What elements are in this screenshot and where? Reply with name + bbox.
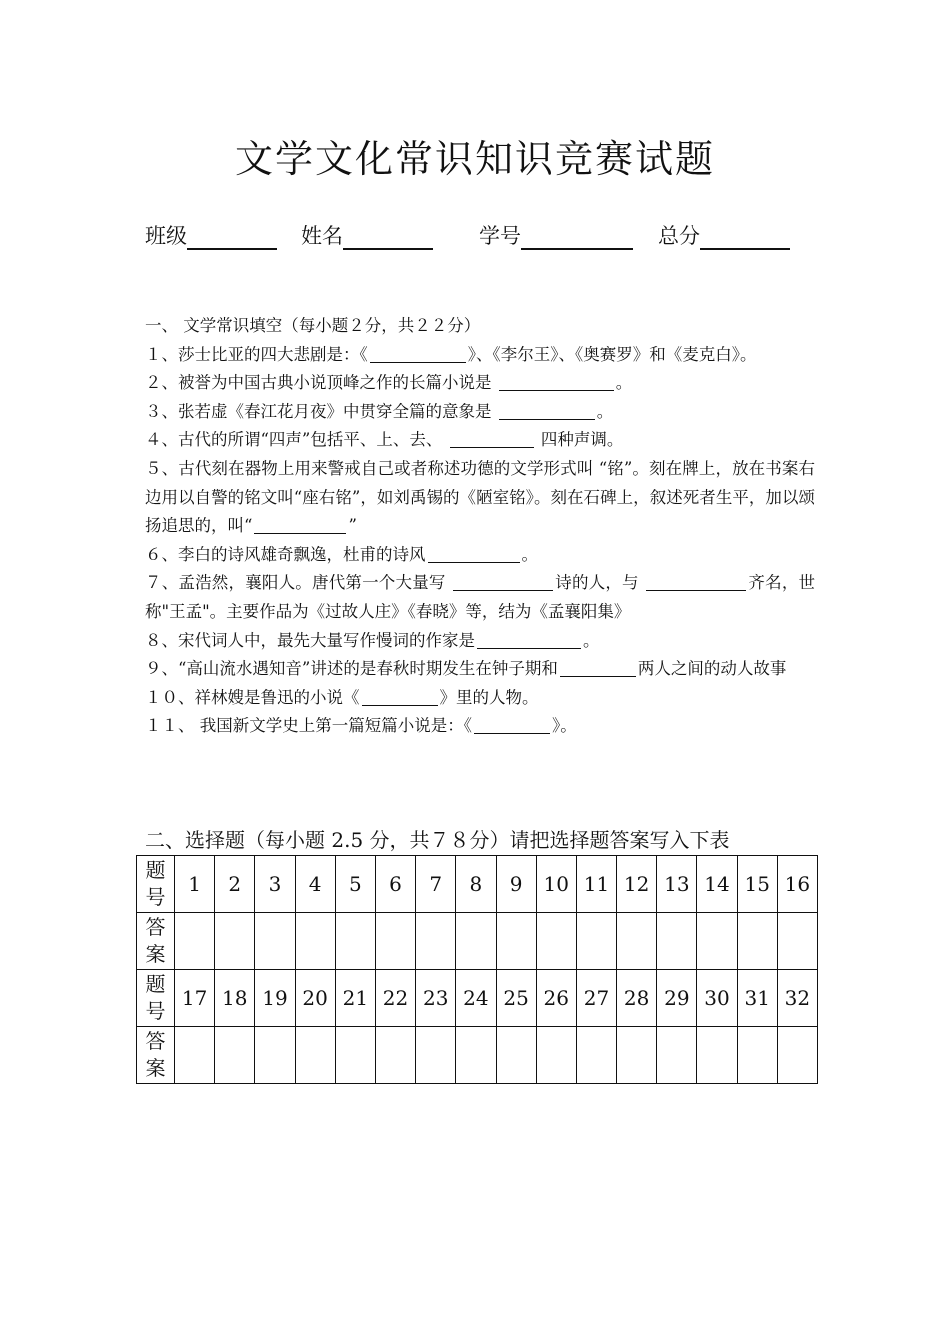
question-number-6: 6 bbox=[375, 856, 415, 913]
answer-cell-27[interactable] bbox=[576, 1027, 616, 1084]
question-number-18: 18 bbox=[215, 970, 255, 1027]
question-number-26: 26 bbox=[536, 970, 576, 1027]
question-6: ６、李白的诗风雄奇飘逸，杜甫的诗风 。 bbox=[145, 544, 538, 564]
answer-cell-14[interactable] bbox=[697, 913, 737, 970]
question-number-8: 8 bbox=[456, 856, 496, 913]
answer-cell-20[interactable] bbox=[295, 1027, 335, 1084]
name-blank[interactable] bbox=[343, 222, 433, 250]
question-number-24: 24 bbox=[456, 970, 496, 1027]
question-3: ３、张若虚《春江花月夜》中贯穿全篇的意象是 。 bbox=[145, 401, 614, 421]
answer-cell-7[interactable] bbox=[416, 913, 456, 970]
question-number-5: 5 bbox=[335, 856, 375, 913]
page-title: 文学文化常识知识竞赛试题 bbox=[234, 137, 715, 181]
answer-cell-26[interactable] bbox=[536, 1027, 576, 1084]
question-number-20: 20 bbox=[295, 970, 335, 1027]
score-blank[interactable] bbox=[700, 222, 790, 250]
answer-cell-1[interactable] bbox=[175, 913, 215, 970]
answer-cell-24[interactable] bbox=[456, 1027, 496, 1084]
question-number-22: 22 bbox=[375, 970, 415, 1027]
question-2: ２、被誉为中国古典小说顶峰之作的长篇小说是 。 bbox=[145, 373, 633, 393]
number-row-2 bbox=[137, 970, 818, 1027]
answer-blank[interactable] bbox=[499, 401, 595, 420]
answer-blank[interactable] bbox=[477, 630, 581, 649]
answer-cell-15[interactable] bbox=[737, 913, 777, 970]
student-id-blank[interactable] bbox=[521, 222, 633, 250]
question-number-16: 16 bbox=[777, 856, 817, 913]
answer-blank[interactable] bbox=[646, 572, 746, 591]
answer-blank[interactable] bbox=[474, 715, 550, 734]
question-11: １１、 我国新文学史上第一篇短篇小说是：《 》。 bbox=[145, 716, 577, 736]
question-number-29: 29 bbox=[657, 970, 697, 1027]
row-label-answer: 答案 bbox=[137, 1027, 175, 1084]
class-field bbox=[145, 220, 277, 250]
question-number-2: 2 bbox=[215, 856, 255, 913]
question-number-17: 17 bbox=[175, 970, 215, 1027]
answer-cell-13[interactable] bbox=[657, 913, 697, 970]
question-9: ９、“高山流水遇知音”讲述的是春秋时期发生在钟子期和 两人之间的动人故事 bbox=[145, 659, 787, 679]
answer-blank[interactable] bbox=[254, 515, 346, 534]
name-field bbox=[301, 220, 433, 250]
answer-cell-10[interactable] bbox=[536, 913, 576, 970]
answer-blank[interactable] bbox=[499, 372, 614, 391]
question-number-14: 14 bbox=[697, 856, 737, 913]
student-id-label: 学号 bbox=[479, 224, 521, 248]
question-5: ５、古代刻在器物上用来警戒自己或者称述功德的文学形式叫 “铭”。刻在牌上，放在书案右边用以自警的铭文叫“座右铭”，如刘禹锡的《陋室铭》。刻在石碑上，叙述死者生平，加以颂扬追思的，叫“ ” bbox=[145, 458, 815, 536]
answer-cell-12[interactable] bbox=[617, 913, 657, 970]
section2-heading: 二、选择题（每小题 2.5 分，共７８分）请把选择题答案写入下表 bbox=[145, 828, 730, 852]
section-fill-in-blank bbox=[145, 312, 815, 741]
question-number-10: 10 bbox=[536, 856, 576, 913]
student-info-row bbox=[145, 220, 825, 252]
question-number-27: 27 bbox=[576, 970, 616, 1027]
row-label-number: 题号 bbox=[137, 856, 175, 913]
answer-blank[interactable] bbox=[450, 429, 534, 448]
answer-table bbox=[136, 855, 818, 1084]
answer-row-2 bbox=[137, 1027, 818, 1084]
answer-cell-11[interactable] bbox=[576, 913, 616, 970]
question-number-32: 32 bbox=[777, 970, 817, 1027]
answer-cell-21[interactable] bbox=[335, 1027, 375, 1084]
section1-heading: 一、 文学常识填空（每小题２分，共２２分） bbox=[145, 316, 481, 335]
score-label: 总分 bbox=[658, 224, 700, 248]
answer-cell-19[interactable] bbox=[255, 1027, 295, 1084]
question-number-19: 19 bbox=[255, 970, 295, 1027]
question-7: ７、孟浩然，襄阳人。唐代第一个大量写 诗的人，与 齐名，世称"王孟"。主要作品为《过故人庄》《春晓》等，结为《孟襄阳集》 bbox=[145, 573, 816, 621]
question-number-31: 31 bbox=[737, 970, 777, 1027]
question-10: １０、祥林嫂是鲁迅的小说《 》里的人物。 bbox=[145, 687, 539, 707]
question-number-1: 1 bbox=[175, 856, 215, 913]
question-number-4: 4 bbox=[295, 856, 335, 913]
score-field bbox=[658, 220, 790, 250]
answer-cell-22[interactable] bbox=[375, 1027, 415, 1084]
answer-cell-31[interactable] bbox=[737, 1027, 777, 1084]
answer-cell-2[interactable] bbox=[215, 913, 255, 970]
answer-cell-16[interactable] bbox=[777, 913, 817, 970]
question-8: ８、宋代词人中，最先大量写作慢词的作家是 。 bbox=[145, 630, 600, 650]
answer-cell-17[interactable] bbox=[175, 1027, 215, 1084]
class-label: 班级 bbox=[145, 224, 187, 248]
answer-cell-6[interactable] bbox=[375, 913, 415, 970]
question-number-12: 12 bbox=[617, 856, 657, 913]
answer-cell-4[interactable] bbox=[295, 913, 335, 970]
question-number-13: 13 bbox=[657, 856, 697, 913]
class-blank[interactable] bbox=[187, 222, 277, 250]
student-id-field bbox=[479, 220, 633, 250]
name-label: 姓名 bbox=[301, 224, 343, 248]
answer-cell-30[interactable] bbox=[697, 1027, 737, 1084]
answer-cell-18[interactable] bbox=[215, 1027, 255, 1084]
answer-cell-28[interactable] bbox=[617, 1027, 657, 1084]
answer-blank[interactable] bbox=[428, 544, 520, 563]
answer-cell-32[interactable] bbox=[777, 1027, 817, 1084]
question-number-21: 21 bbox=[335, 970, 375, 1027]
answer-blank[interactable] bbox=[370, 344, 466, 363]
question-number-15: 15 bbox=[737, 856, 777, 913]
answer-cell-9[interactable] bbox=[496, 913, 536, 970]
answer-cell-5[interactable] bbox=[335, 913, 375, 970]
question-number-28: 28 bbox=[617, 970, 657, 1027]
answer-cell-3[interactable] bbox=[255, 913, 295, 970]
answer-cell-8[interactable] bbox=[456, 913, 496, 970]
question-number-11: 11 bbox=[576, 856, 616, 913]
question-number-9: 9 bbox=[496, 856, 536, 913]
answer-cell-25[interactable] bbox=[496, 1027, 536, 1084]
question-number-25: 25 bbox=[496, 970, 536, 1027]
answer-blank[interactable] bbox=[453, 572, 553, 591]
row-label-answer: 答案 bbox=[137, 913, 175, 970]
answer-cell-29[interactable] bbox=[657, 1027, 697, 1084]
question-1: １、莎士比亚的四大悲剧是：《 》、《李尔王》、《奥赛罗》和《麦克白》。 bbox=[145, 344, 757, 364]
question-number-3: 3 bbox=[255, 856, 295, 913]
question-number-23: 23 bbox=[416, 970, 456, 1027]
answer-row-1 bbox=[137, 913, 818, 970]
answer-blank[interactable] bbox=[560, 658, 636, 677]
answer-cell-23[interactable] bbox=[416, 1027, 456, 1084]
question-number-7: 7 bbox=[416, 856, 456, 913]
number-row-1 bbox=[137, 856, 818, 913]
question-4: ４、古代的所谓“四声”包括平、上、去、 四种声调。 bbox=[145, 430, 624, 450]
answer-blank[interactable] bbox=[362, 687, 438, 706]
row-label-number: 题号 bbox=[137, 970, 175, 1027]
question-number-30: 30 bbox=[697, 970, 737, 1027]
